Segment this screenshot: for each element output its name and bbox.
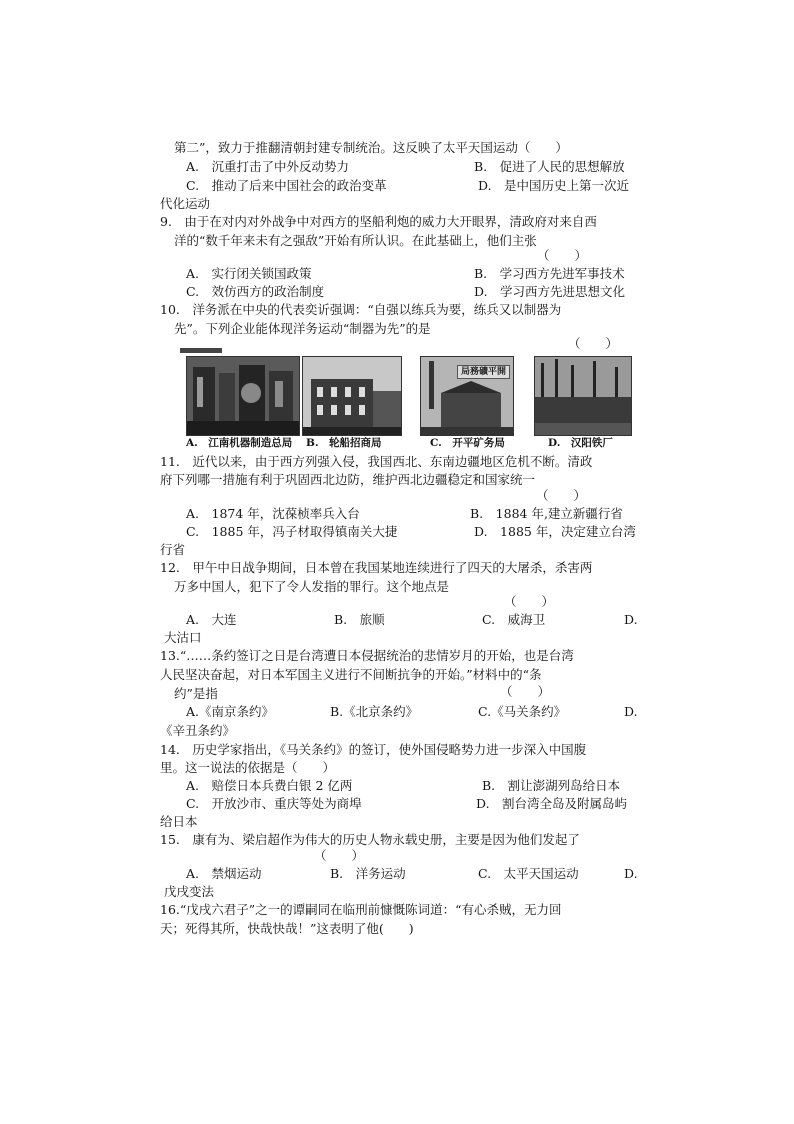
q13-option-a: A.《南京条约》 xyxy=(186,704,275,719)
q15-option-b: B. 洋务运动 xyxy=(330,866,406,881)
q12-answer-paren: （ ） xyxy=(504,594,555,609)
q14-option-a: A. 赔偿日本兵费白银 2 亿两 xyxy=(186,778,353,793)
q11-stem-2: 府下列哪一措施有利于巩固西北边防，维护西北边疆稳定和国家统一 xyxy=(160,472,536,487)
q8-option-a: A. 沉重打击了中外反动势力 xyxy=(186,159,350,174)
q9-option-b: B. 学习西方先进军事技术 xyxy=(474,266,625,281)
photo-jiangnan-arsenal xyxy=(186,356,300,436)
q12-option-c: C. 威海卫 xyxy=(482,612,546,627)
q14-option-d: D. 割台湾全岛及附属岛屿 xyxy=(476,796,628,811)
q8-option-c: C. 推动了后来中国社会的政治变革 xyxy=(186,178,387,193)
photo-kaiping-mines xyxy=(420,356,514,436)
q12-option-a: A. 大连 xyxy=(186,612,237,627)
q15-option-d: D. xyxy=(624,866,638,881)
q15-answer-paren: （ ） xyxy=(314,848,365,863)
q12-option-d-cont: 大沽口 xyxy=(164,630,202,645)
q11-stem-1: 11. 近代以来，由于西方列强入侵，我国西北、东南边疆地区危机不断。清政 xyxy=(160,454,593,469)
q8-option-d: D. 是中国历史上第一次近 xyxy=(478,178,630,193)
caption-d: D. 汉阳铁厂 xyxy=(548,437,613,449)
q11-option-d: D. 1885 年，决定建立台湾 xyxy=(474,524,636,539)
q8-option-d-cont: 代化运动 xyxy=(160,196,211,211)
q15-stem-1: 15. 康有为、梁启超作为伟大的历史人物永载史册，主要是因为他们发起了 xyxy=(160,832,580,847)
q16-stem-1: 16.“戊戌六君子”之一的谭嗣同在临刑前慷慨陈词道：“有心杀贼，无力回 xyxy=(160,902,562,917)
q11-option-d-cont: 行省 xyxy=(160,542,186,557)
q9-stem-2: 洋的“数千年来未有之强敌”开始有所认识。在此基础上，他们主张 xyxy=(174,233,537,248)
caption-b: B. 轮船招商局 xyxy=(306,437,382,449)
q14-stem-1: 14. 历史学家指出，《马关条约》的签订，使外国侵略势力进一步深入中国腹 xyxy=(160,742,587,757)
caption-c: C. 开平矿务局 xyxy=(430,437,505,449)
photo-corner-mark xyxy=(180,348,222,353)
q11-option-c: C. 1885 年，冯子材取得镇南关大捷 xyxy=(186,524,398,539)
q14-option-b: B. 割让澎湖列岛给日本 xyxy=(482,778,621,793)
q14-stem-2: 里。这一说法的依据是（ ） xyxy=(160,760,336,775)
q13-option-b: B.《北京条约》 xyxy=(330,704,419,719)
photo-hanyang-ironworks xyxy=(534,356,632,436)
q13-stem-3: 约”是指 xyxy=(174,686,218,701)
q13-option-d: D. xyxy=(624,704,638,719)
q7-continuation: 第二”，致力于推翻清朝封建专制统治。这反映了太平天国运动（ ） xyxy=(174,140,568,155)
q14-option-c: C. 开放沙市、重庆等处为商埠 xyxy=(186,796,362,811)
q13-stem-1: 13.“……条约签订之日是台湾遭日本侵据统治的悲情岁月的开始，也是台湾 xyxy=(160,648,574,663)
q10-answer-paren: （ ） xyxy=(568,336,619,351)
q9-option-c: C. 效仿西方的政治制度 xyxy=(186,284,325,299)
q12-stem-2: 万多中国人，犯下了令人发指的罪行。这个地点是 xyxy=(174,579,450,594)
photo-china-merchants-steam xyxy=(302,356,402,436)
q15-option-d-cont: 戊戌变法 xyxy=(164,884,215,899)
q9-option-a: A. 实行闭关锁国政策 xyxy=(186,266,312,281)
q12-option-d: D. xyxy=(624,612,638,627)
q13-option-d-cont: 《辛丑条约》 xyxy=(160,723,236,738)
q14-option-d-cont: 给日本 xyxy=(160,814,198,829)
caption-a: A. 江南机器制造总局 xyxy=(186,437,293,449)
q13-answer-paren: （ ） xyxy=(500,684,551,699)
q9-answer-paren: （ ） xyxy=(537,248,588,263)
q13-option-c: C.《马关条约》 xyxy=(478,704,567,719)
q9-option-d: D. 学习西方先进思想文化 xyxy=(474,284,626,299)
q12-option-b: B. 旅顺 xyxy=(334,612,385,627)
q9-stem-1: 9. 由于在对内对外战争中对西方的坚船利炮的威力大开眼界，清政府对来自西 xyxy=(160,214,597,229)
q8-option-b: B. 促进了人民的思想解放 xyxy=(474,159,625,174)
q12-stem-1: 12. 甲午中日战争期间，日本曾在我国某地连续进行了四天的大屠杀，杀害两 xyxy=(160,560,593,575)
q11-option-a: A. 1874 年，沈葆桢率兵入台 xyxy=(186,506,360,521)
q10-stem-2: 先”。下列企业能体现洋务运动“制器为先”的是 xyxy=(174,321,431,336)
q15-option-a: A. 禁烟运动 xyxy=(186,866,262,881)
q11-option-b: B. 1884 年,建立新疆行省 xyxy=(470,506,623,521)
q15-option-c: C. 太平天国运动 xyxy=(478,866,579,881)
mine-sign-plate: 局務礦平開 xyxy=(457,365,510,379)
q16-stem-2: 天；死得其所，快哉快哉！”这表明了他( ) xyxy=(160,921,414,936)
q10-stem-1: 10. 洋务派在中央的代表奕䜣强调：“自强以练兵为要，练兵又以制器为 xyxy=(160,302,562,317)
q11-answer-paren: （ ） xyxy=(536,488,587,503)
q13-stem-2: 人民坚决奋起，对日本军国主义进行不间断抗争的开始。”材料中的“条 xyxy=(160,667,542,682)
